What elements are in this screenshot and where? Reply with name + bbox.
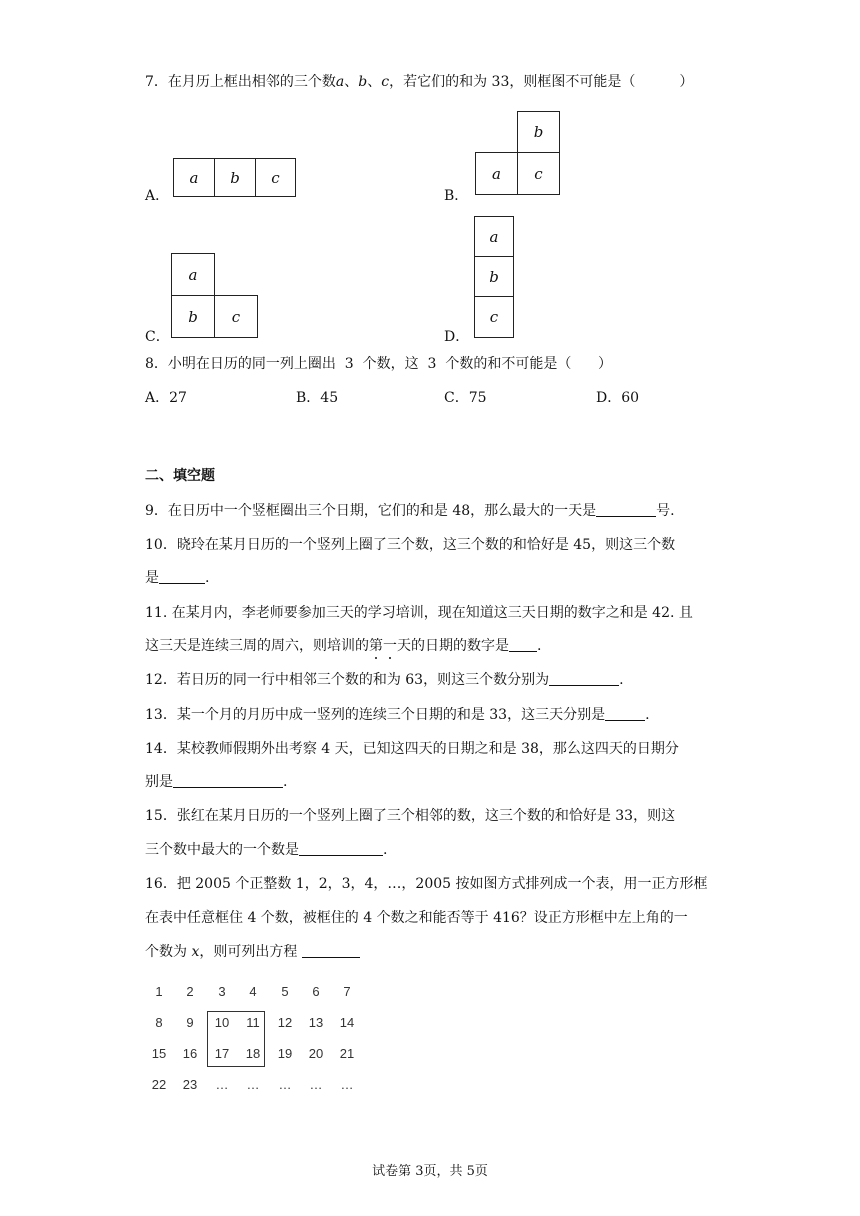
grid-cell: 21 <box>339 1046 355 1061</box>
grid-cell: 19 <box>277 1046 293 1061</box>
q8-option-a: A．27 <box>145 390 187 406</box>
q14-line1: 14．某校教师假期外出考察 4 天，已知这四天的日期之和是 38，那么这四天的日期分 <box>145 741 679 757</box>
q10-blank <box>159 569 205 584</box>
q11-line2 <box>145 636 541 656</box>
grid-cell: … <box>340 1077 354 1092</box>
grid-cell: 7 <box>343 984 351 999</box>
grid-cell: 23 <box>182 1077 198 1092</box>
q16-line1: 16．把 2005 个正整数 1，2，3，4，…，2005 按如图方式排列成一个表，用一正方形框 <box>145 876 708 892</box>
q7-c-cell-bottom-left: b <box>171 295 215 338</box>
q7-b-cell-top: b <box>517 111 560 153</box>
grid-cell: 4 <box>249 984 257 999</box>
grid-cell: 11 <box>246 1015 260 1030</box>
q15-line1: 15．张红在某月日历的一个竖列上圈了三个相邻的数，这三个数的和恰好是 33，则这 <box>145 808 676 824</box>
q7-c-cell-bottom-right: c <box>214 295 258 338</box>
q7-d-cell-1: a <box>474 216 514 257</box>
grid-cell: 1 <box>155 984 163 999</box>
q7-option-d-label: D． <box>444 329 470 345</box>
q7-sep1: 、 <box>344 74 359 90</box>
grid-cell: 14 <box>339 1015 355 1030</box>
grid-cell: 13 <box>308 1015 324 1030</box>
q14-post: . <box>283 774 288 790</box>
q9-blank <box>596 502 656 517</box>
q15-blank <box>299 841 383 856</box>
page-footer: 试卷第 3页，共 5页 <box>372 1164 488 1179</box>
grid-cell: 3 <box>218 984 226 999</box>
q7-a-cell-2: b <box>214 158 256 197</box>
grid-cell: 10 <box>214 1015 230 1030</box>
q7-b-cell-right: c <box>517 152 560 195</box>
q7-var-b: b <box>358 74 368 90</box>
q8-option-d: D．60 <box>596 390 640 406</box>
q15-post: . <box>383 842 388 858</box>
q14-line2 <box>145 772 287 792</box>
q7-prefix: 7．在月历上框出相邻的三个数 <box>145 74 336 90</box>
q7-suffix: ，若它们的和为 33，则框图不可能是（ <box>389 74 636 90</box>
grid-cell: … <box>215 1077 229 1092</box>
q13-blank <box>605 706 645 721</box>
grid-cell: 6 <box>312 984 320 999</box>
q11-emph-2: 一 <box>383 638 397 654</box>
q7-option-b-label: B． <box>444 188 469 204</box>
q10-line2 <box>145 568 209 588</box>
q7-d-cell-3: c <box>474 296 514 338</box>
q11-post: . <box>537 638 542 654</box>
grid-cell: … <box>309 1077 323 1092</box>
q16-mid: ，则可列出方程 <box>199 944 298 960</box>
q14-pre: 别是 <box>145 774 173 790</box>
q14-blank <box>173 773 283 788</box>
grid-cell: 8 <box>155 1015 163 1030</box>
grid-cell: 9 <box>186 1015 194 1030</box>
q7-option-c-label: C． <box>145 329 170 345</box>
grid-cell: 17 <box>214 1046 230 1061</box>
grid-cell: 18 <box>245 1046 261 1061</box>
q13-text: 13．某一个月的月历中成一竖列的连续三个日期的和是 33，这三天分别是 <box>145 707 606 723</box>
grid-cell: … <box>246 1077 260 1092</box>
q7-var-a: a <box>335 74 345 90</box>
q13 <box>145 705 650 725</box>
section-heading-fill-in: 二、填空题 <box>145 468 215 484</box>
q12 <box>145 670 624 690</box>
q7-b-cell-left: a <box>475 152 518 195</box>
q7-c-cell-top: a <box>171 253 215 296</box>
q7-var-c: c <box>381 74 390 90</box>
grid-cell: 15 <box>151 1046 167 1061</box>
q7-option-a-label: A． <box>145 188 170 204</box>
q7-a-cell-1: a <box>173 158 215 197</box>
grid-cell: … <box>278 1077 292 1092</box>
grid-cell: 22 <box>151 1077 167 1092</box>
q10-line1: 10．晓玲在某月日历的一个竖列上圈了三个数，这三个数的和恰好是 45，则这三个数 <box>145 537 676 553</box>
q15-pre: 三个数中最大的一个数是 <box>145 842 299 858</box>
q16-line2: 在表中任意框住 4 个数，被框住的 4 个数之和能否等于 416？设正方形框中左上角的一 <box>145 910 688 926</box>
q12-text: 12．若日历的同一行中相邻三个数的和为 63，则这三个数分别为 <box>145 672 550 688</box>
q8-stem: 8．小明在日历的同一列上圈出 3 个数，这 3 个数的和不可能是（ ） <box>145 356 613 372</box>
q11-line1: 11. 在某月内，李老师要参加三天的学习培训，现在知道这三天日期的数字之和是 42. 且 <box>145 605 693 621</box>
q10-pre: 是 <box>145 570 159 586</box>
q9-text: 9．在日历中一个竖框圈出三个日期，它们的和是 48，那么最大的一天是 <box>145 503 597 519</box>
q16-square-frame <box>207 1011 265 1067</box>
q8-option-c: C．75 <box>444 390 487 406</box>
q11-blank <box>509 637 537 652</box>
grid-cell: 20 <box>308 1046 324 1061</box>
q16-pre: 个数为 <box>145 944 187 960</box>
q11-mid: 天的日期的数字是 <box>397 638 509 654</box>
q7-d-cell-2: b <box>474 256 514 297</box>
q12-post: . <box>619 672 624 688</box>
q7-sep2: 、 <box>367 74 382 90</box>
q8-option-b: B．45 <box>296 390 339 406</box>
q16-blank <box>302 943 360 958</box>
grid-cell: 5 <box>281 984 289 999</box>
q7-stem <box>145 72 693 92</box>
q9-post: 号. <box>656 503 675 519</box>
q7-a-cell-3: c <box>255 158 296 197</box>
q16-var-x: x <box>191 944 200 960</box>
grid-cell: 16 <box>182 1046 198 1061</box>
q9 <box>145 501 675 521</box>
q11-emph-1: 第 <box>369 638 383 654</box>
q10-post: . <box>205 570 210 586</box>
q12-blank <box>549 671 619 686</box>
q7-close: ） <box>679 74 694 90</box>
q16-line3 <box>145 942 360 962</box>
q11-pre: 这三天是连续三周的周六，则培训的 <box>145 638 369 654</box>
q13-post: . <box>645 707 650 723</box>
q15-line2 <box>145 840 387 860</box>
grid-cell: 2 <box>186 984 194 999</box>
grid-cell: 12 <box>277 1015 293 1030</box>
